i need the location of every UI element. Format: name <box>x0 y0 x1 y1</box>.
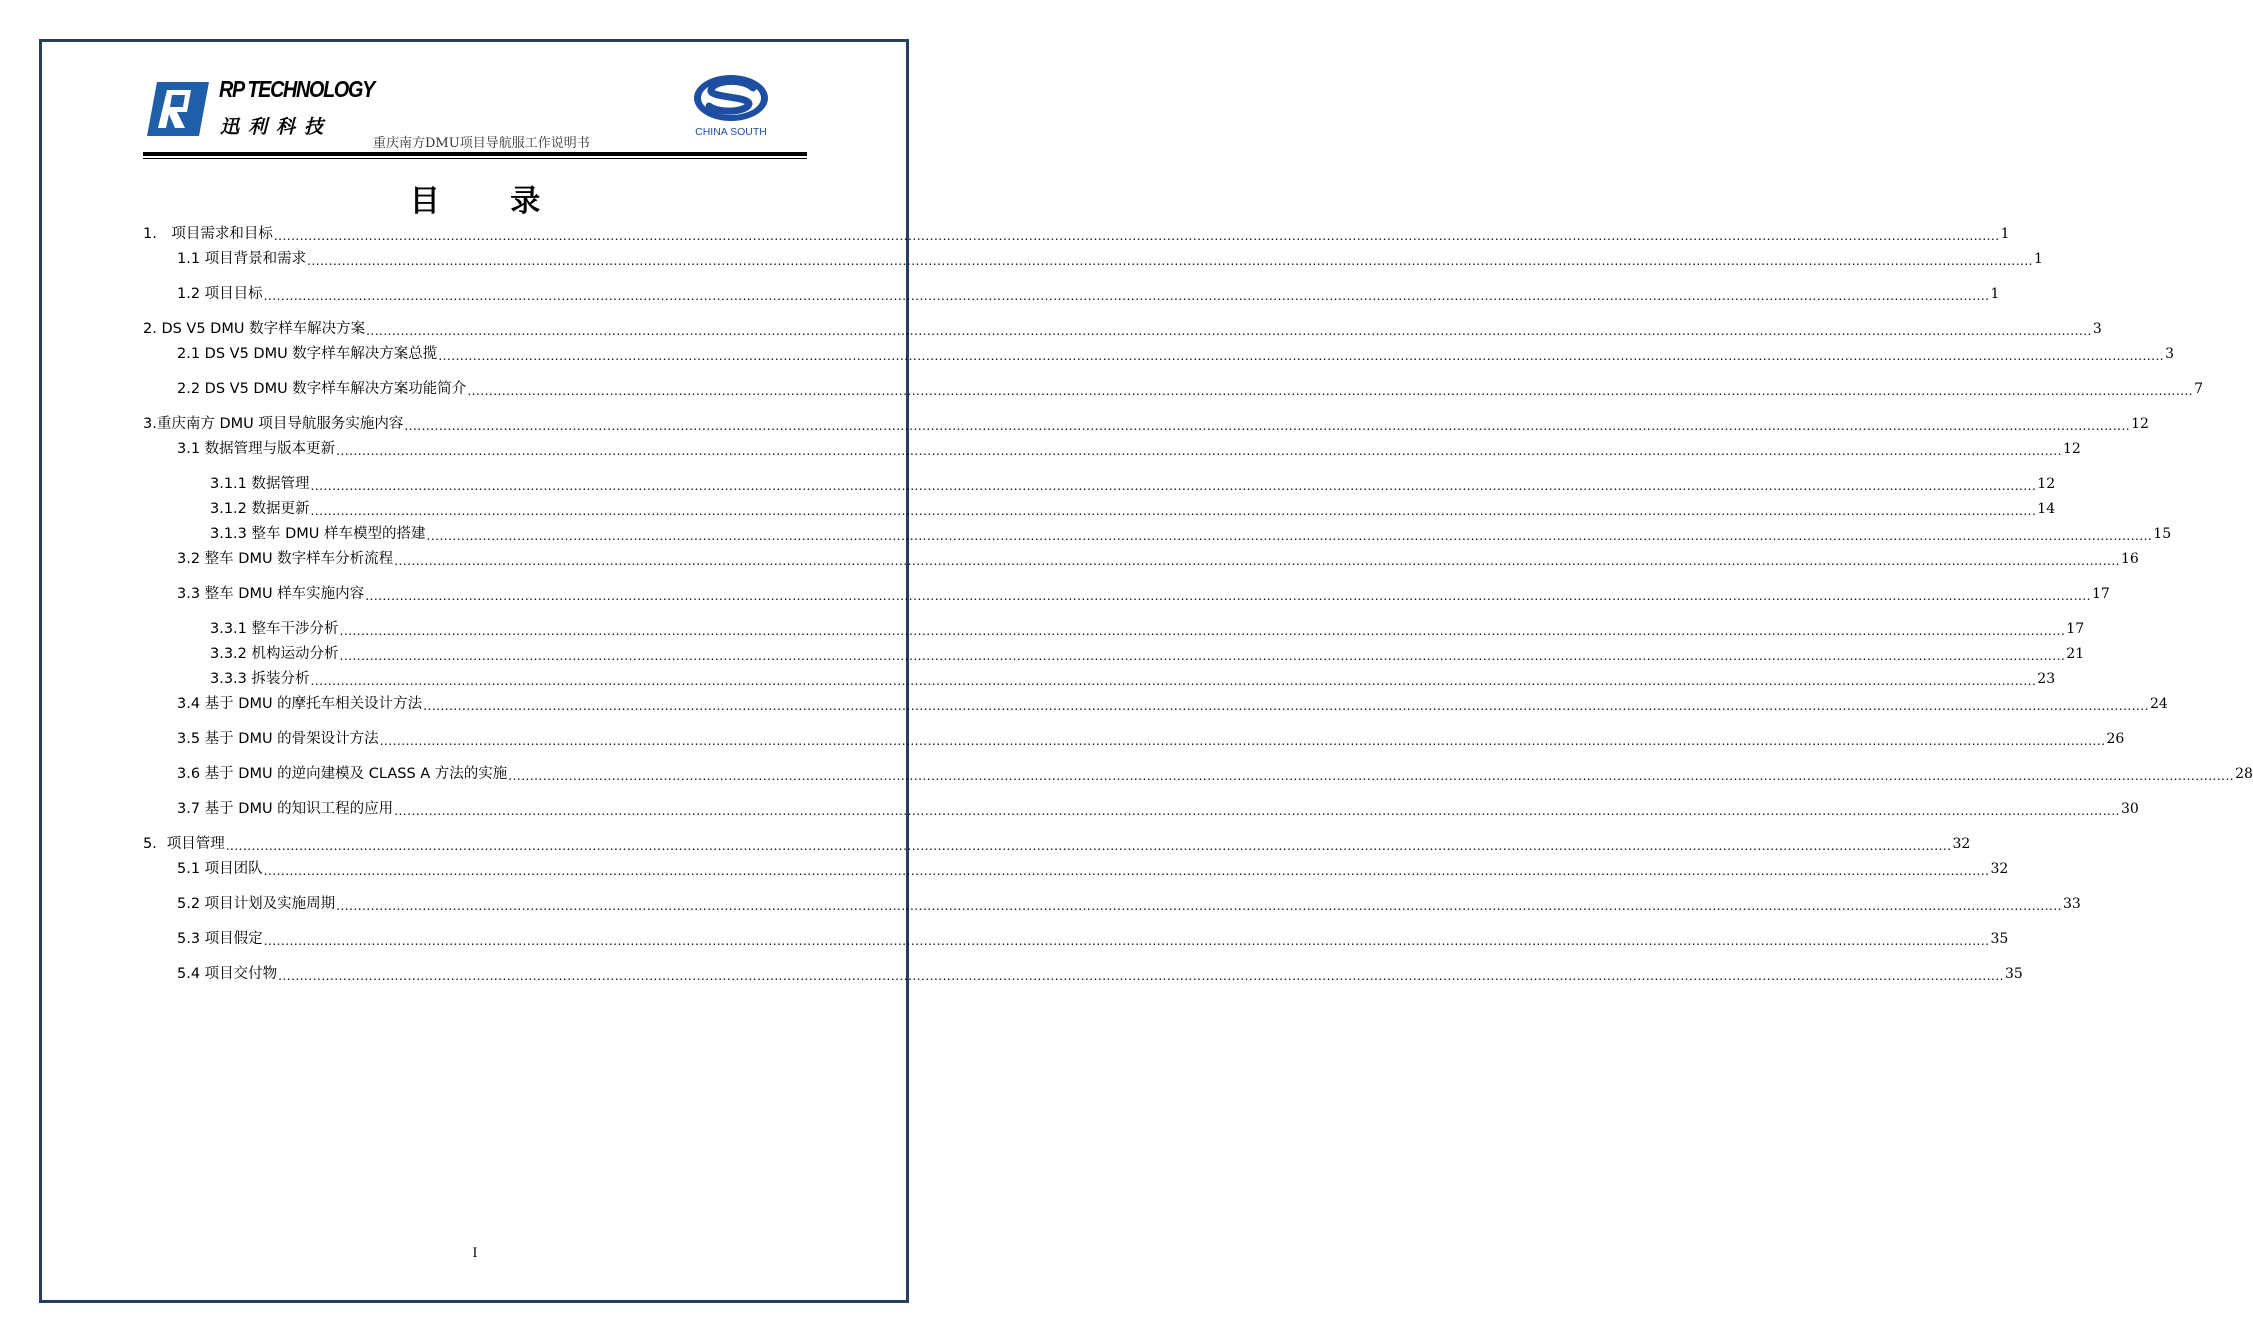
toc-entry-title: 3.5 基于 DMU 的骨架设计方法 <box>177 731 379 747</box>
toc-entry[interactable] <box>210 643 2085 665</box>
china-south-emblem-icon <box>687 74 775 126</box>
toc-entry[interactable] <box>177 928 2009 950</box>
toc-entry-title: 3.3.3 拆装分析 <box>210 671 310 687</box>
rp-logo-icon <box>147 80 211 138</box>
toc-entry-page: 12 <box>2037 476 2056 492</box>
toc-entry-title: 3.7 基于 DMU 的知识工程的应用 <box>177 801 394 817</box>
toc-entry-title: 5．项目管理 <box>143 836 225 852</box>
toc-entry[interactable] <box>210 498 2056 520</box>
rp-brand-chinese: 迅利科技 <box>220 116 333 138</box>
header-rule-thin <box>143 158 807 159</box>
toc-entry-page: 28 <box>2235 766 2253 782</box>
toc-entry-title: 1.1 项目背景和需求 <box>177 251 307 267</box>
toc-dot-leader: ................................................................................................................................................................................................................................................................................................................................................................................................................ <box>263 289 1990 303</box>
toc-dot-leader: ................................................................................................................................................................................................................................................................................................................................................................................................................ <box>366 324 2092 338</box>
rp-technology-logo <box>143 74 375 138</box>
toc-entry-page: 35 <box>1990 931 2009 947</box>
toc-dot-leader: ................................................................................................................................................................................................................................................................................................................................................................................................................ <box>365 589 2091 603</box>
toc-entry-page: 32 <box>1952 836 1971 852</box>
toc-entry-page: 24 <box>2149 696 2168 712</box>
toc-dot-leader: ................................................................................................................................................................................................................................................................................................................................................................................................................ <box>307 254 2033 268</box>
toc-entry[interactable] <box>210 473 2056 495</box>
china-south-logo <box>687 74 775 142</box>
toc-entry-page: 12 <box>2131 416 2149 432</box>
toc-entry[interactable] <box>177 548 2139 570</box>
toc-entry-title: 3.3 整车 DMU 样车实施内容 <box>177 586 365 602</box>
header-rule-thick <box>143 152 807 156</box>
toc-entry[interactable] <box>177 858 2009 880</box>
toc-entry-page: 33 <box>2062 896 2081 912</box>
toc-entry[interactable] <box>177 583 2110 605</box>
toc-dot-leader: ................................................................................................................................................................................................................................................................................................................................................................................................................ <box>336 444 2062 458</box>
toc-entry[interactable] <box>177 963 2023 985</box>
toc-entry-page: 1 <box>1990 286 2000 302</box>
page-header <box>143 74 807 162</box>
toc-entry-title: 3.1.3 整车 DMU 样车模型的搭建 <box>210 526 426 542</box>
toc-entry-page: 3 <box>2165 346 2175 362</box>
toc-entry[interactable] <box>210 668 2056 690</box>
toc-entry-title: 5.3 项目假定 <box>177 931 263 947</box>
toc-entry-page: 32 <box>1990 861 2009 877</box>
toc-dot-leader: ................................................................................................................................................................................................................................................................................................................................................................................................................ <box>310 504 2037 518</box>
toc-entry-title: 5.2 项目计划及实施周期 <box>177 896 336 912</box>
rp-brand-name: RP TECHNOLOGY <box>219 76 375 102</box>
toc-dot-leader: ................................................................................................................................................................................................................................................................................................................................................................................................................ <box>278 969 2004 983</box>
toc-dot-leader: ................................................................................................................................................................................................................................................................................................................................................................................................................ <box>394 554 2120 568</box>
toc-entry-page: 17 <box>2091 586 2110 602</box>
china-south-label: CHINA SOUTH <box>695 126 767 138</box>
toc-entry-page: 16 <box>2120 551 2139 567</box>
toc-entry-title: 1. 项目需求和目标 <box>143 226 273 242</box>
toc-entry-title: 1.2 项目目标 <box>177 286 263 302</box>
toc-dot-leader: ................................................................................................................................................................................................................................................................................................................................................................................................................ <box>404 419 2131 433</box>
toc-entry-title: 3.4 基于 DMU 的摩托车相关设计方法 <box>177 696 423 712</box>
toc-dot-leader: ................................................................................................................................................................................................................................................................................................................................................................................................................ <box>310 479 2037 493</box>
toc-entry-page: 21 <box>2066 646 2085 662</box>
toc-entry-title: 3.1 数据管理与版本更新 <box>177 441 336 457</box>
toc-entry-page: 12 <box>2062 441 2081 457</box>
toc-entry-title: 5.4 项目交付物 <box>177 966 278 982</box>
toc-dot-leader: ................................................................................................................................................................................................................................................................................................................................................................................................................ <box>336 899 2062 913</box>
toc-entry[interactable] <box>177 763 2253 785</box>
toc-entry-title: 5.1 项目团队 <box>177 861 263 877</box>
toc-entry[interactable] <box>177 893 2081 915</box>
toc-entry-title: 2.2 DS V5 DMU 数字样车解决方案功能简介 <box>177 381 467 397</box>
toc-heading: 目 录 <box>409 184 571 219</box>
toc-dot-leader: ................................................................................................................................................................................................................................................................................................................................................................................................................ <box>426 529 2153 543</box>
toc-entry-title: 3.重庆南方 DMU 项目导航服务实施内容 <box>143 416 404 432</box>
toc-entry-page: 14 <box>2037 501 2056 517</box>
toc-dot-leader: ................................................................................................................................................................................................................................................................................................................................................................................................................ <box>394 804 2120 818</box>
toc-dot-leader: ................................................................................................................................................................................................................................................................................................................................................................................................................ <box>310 674 2037 688</box>
toc-dot-leader: ................................................................................................................................................................................................................................................................................................................................................................................................................ <box>438 349 2165 363</box>
toc-dot-leader: ................................................................................................................................................................................................................................................................................................................................................................................................................ <box>263 864 1990 878</box>
toc-entry-title: 2. DS V5 DMU 数字样车解决方案 <box>143 321 366 337</box>
toc-entry-page: 7 <box>2194 381 2204 397</box>
toc-dot-leader: ................................................................................................................................................................................................................................................................................................................................................................................................................ <box>467 384 2194 398</box>
toc-entry[interactable] <box>177 283 2000 305</box>
toc-entry[interactable] <box>177 798 2139 820</box>
toc-dot-leader: ................................................................................................................................................................................................................................................................................................................................................................................................................ <box>508 769 2235 783</box>
toc-entry-title: 3.2 整车 DMU 数字样车分析流程 <box>177 551 394 567</box>
toc-entry[interactable] <box>177 248 2043 270</box>
toc-entry[interactable] <box>177 378 2204 400</box>
toc-entry[interactable] <box>210 523 2172 545</box>
toc-dot-leader: ................................................................................................................................................................................................................................................................................................................................................................................................................ <box>225 839 1952 853</box>
toc-entry[interactable] <box>143 318 2102 340</box>
toc-dot-leader: ................................................................................................................................................................................................................................................................................................................................................................................................................ <box>423 699 2149 713</box>
toc-entry-page: 1 <box>2033 251 2043 267</box>
toc-entry[interactable] <box>143 833 1971 855</box>
toc-entry[interactable] <box>177 343 2175 365</box>
toc-entry-page: 35 <box>2004 966 2023 982</box>
toc-entry-page: 23 <box>2037 671 2056 687</box>
toc-dot-leader: ................................................................................................................................................................................................................................................................................................................................................................................................................ <box>339 649 2066 663</box>
toc-entry-page: 3 <box>2092 321 2102 337</box>
toc-entry-title: 3.3.2 机构运动分析 <box>210 646 339 662</box>
toc-dot-leader: ................................................................................................................................................................................................................................................................................................................................................................................................................ <box>379 734 2106 748</box>
toc-entry[interactable] <box>143 223 2010 245</box>
toc-dot-leader: ................................................................................................................................................................................................................................................................................................................................................................................................................ <box>263 934 1990 948</box>
toc-entry-page: 26 <box>2106 731 2125 747</box>
toc-dot-leader: ................................................................................................................................................................................................................................................................................................................................................................................................................ <box>339 624 2066 638</box>
toc-entry-page: 1 <box>2000 226 2010 242</box>
toc-entry-page: 30 <box>2120 801 2139 817</box>
toc-entry[interactable] <box>210 618 2085 640</box>
toc-entry[interactable] <box>177 728 2125 750</box>
toc-entry-title: 2.1 DS V5 DMU 数字样车解决方案总揽 <box>177 346 438 362</box>
page-number: I <box>472 1246 478 1261</box>
toc-entry-title: 3.3.1 整车干涉分析 <box>210 621 339 637</box>
document-title: 重庆南方DMU项目导航服工作说明书 <box>373 136 590 151</box>
toc-entry[interactable] <box>143 413 2149 435</box>
toc-entry-title: 3.1.2 数据更新 <box>210 501 310 517</box>
toc-dot-leader: ................................................................................................................................................................................................................................................................................................................................................................................................................ <box>273 229 2000 243</box>
toc-entry-title: 3.6 基于 DMU 的逆向建模及 CLASS A 方法的实施 <box>177 766 508 782</box>
toc-entry-title: 3.1.1 数据管理 <box>210 476 310 492</box>
toc-entry-page: 15 <box>2153 526 2172 542</box>
toc-entry-page: 17 <box>2066 621 2085 637</box>
toc-entry[interactable] <box>177 438 2081 460</box>
toc-entry[interactable] <box>177 693 2168 715</box>
